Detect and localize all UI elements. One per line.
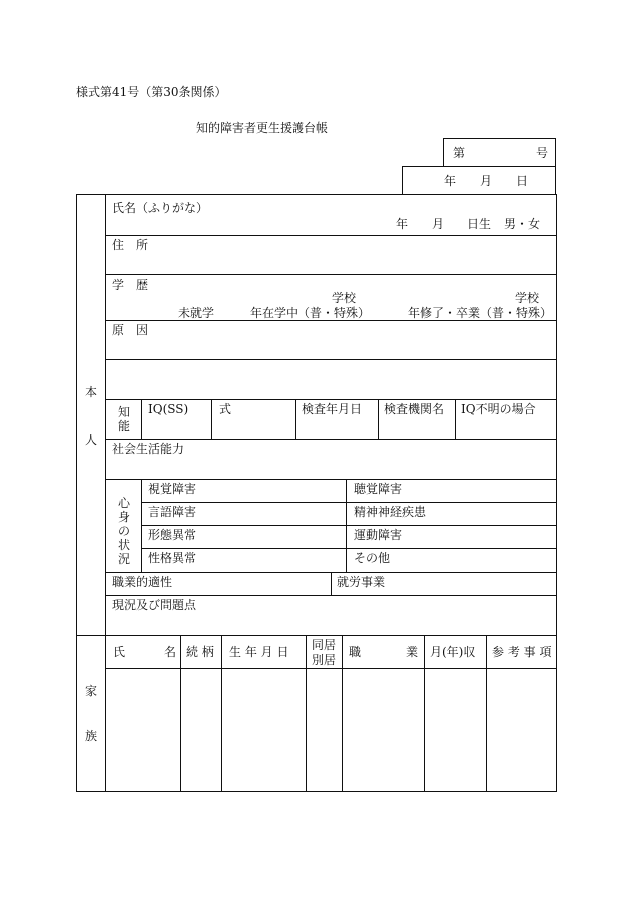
- registry-number-prefix: 第: [453, 146, 466, 160]
- visual-impairment: 視覚障害: [148, 482, 197, 496]
- education-label: 学 歴: [112, 278, 149, 292]
- exam-org-label: 検査機関名: [384, 402, 445, 416]
- iq-unknown-label: IQ不明の場合: [461, 402, 536, 416]
- enrolled: 年在学中（普・特殊）: [250, 306, 371, 320]
- section-family-char-2: 族: [85, 729, 98, 743]
- formula-label: 式: [219, 402, 232, 416]
- registry-month: 月: [480, 174, 493, 188]
- birth-year: 年: [396, 217, 409, 231]
- address-label: 住 所: [112, 238, 149, 252]
- employment-label: 就労事業: [337, 575, 386, 589]
- exam-date-label: 検査年月日: [302, 402, 363, 416]
- neuro-disorder: 精神神経疾患: [354, 505, 427, 519]
- personality-disorder: 性格異常: [148, 551, 197, 565]
- page-title: 知的障害者更生援護台帳: [196, 121, 329, 135]
- situation-label: 現況及び問題点: [112, 598, 197, 612]
- other-condition: その他: [354, 551, 391, 565]
- section-person-char-1: 本: [85, 385, 98, 399]
- family-col-cohabit-2: 別居: [312, 653, 337, 667]
- motor-impairment: 運動障害: [354, 528, 403, 542]
- iq-label: IQ(SS): [148, 402, 189, 416]
- cause-label: 原 因: [112, 323, 149, 337]
- graduated: 年修了・卒業（普・特殊）: [408, 306, 553, 320]
- family-col-birth: 生 年 月 日: [229, 645, 289, 659]
- intelligence-label: 知能: [117, 405, 130, 433]
- birth-day: 日生: [467, 217, 492, 231]
- malformation: 形態異常: [148, 528, 197, 542]
- registry-year: 年: [444, 174, 457, 188]
- registry-number-suffix: 号: [536, 146, 549, 160]
- vocational-label: 職業的適性: [112, 575, 173, 589]
- section-family-char-1: 家: [85, 684, 98, 698]
- family-col-name-1: 氏: [113, 645, 126, 659]
- school-2: 学校: [515, 291, 540, 305]
- sex-field: 男・女: [504, 217, 541, 231]
- family-col-job-2: 業: [406, 645, 419, 659]
- birth-month: 月: [432, 217, 445, 231]
- social-ability-label: 社会生活能力: [112, 442, 185, 456]
- family-col-income: 月(年)収: [430, 645, 476, 659]
- school-1: 学校: [332, 291, 357, 305]
- family-col-relation: 続 柄: [186, 645, 214, 659]
- speech-impairment: 言語障害: [148, 505, 197, 519]
- not-enrolled: 未就学: [178, 306, 215, 320]
- registry-day: 日: [516, 174, 529, 188]
- family-col-name-2: 名: [164, 645, 177, 659]
- mind-body-label: 心身の状況: [117, 496, 130, 566]
- form-number: 様式第41号（第30条関係）: [76, 85, 227, 99]
- name-label: 氏名（ふりがな）: [112, 201, 209, 215]
- family-col-notes: 参 考 事 項: [492, 645, 552, 659]
- hearing-impairment: 聴覚障害: [354, 482, 403, 496]
- family-col-job-1: 職: [349, 645, 362, 659]
- family-col-cohabit-1: 同居: [312, 638, 337, 652]
- section-person-char-2: 人: [85, 433, 98, 447]
